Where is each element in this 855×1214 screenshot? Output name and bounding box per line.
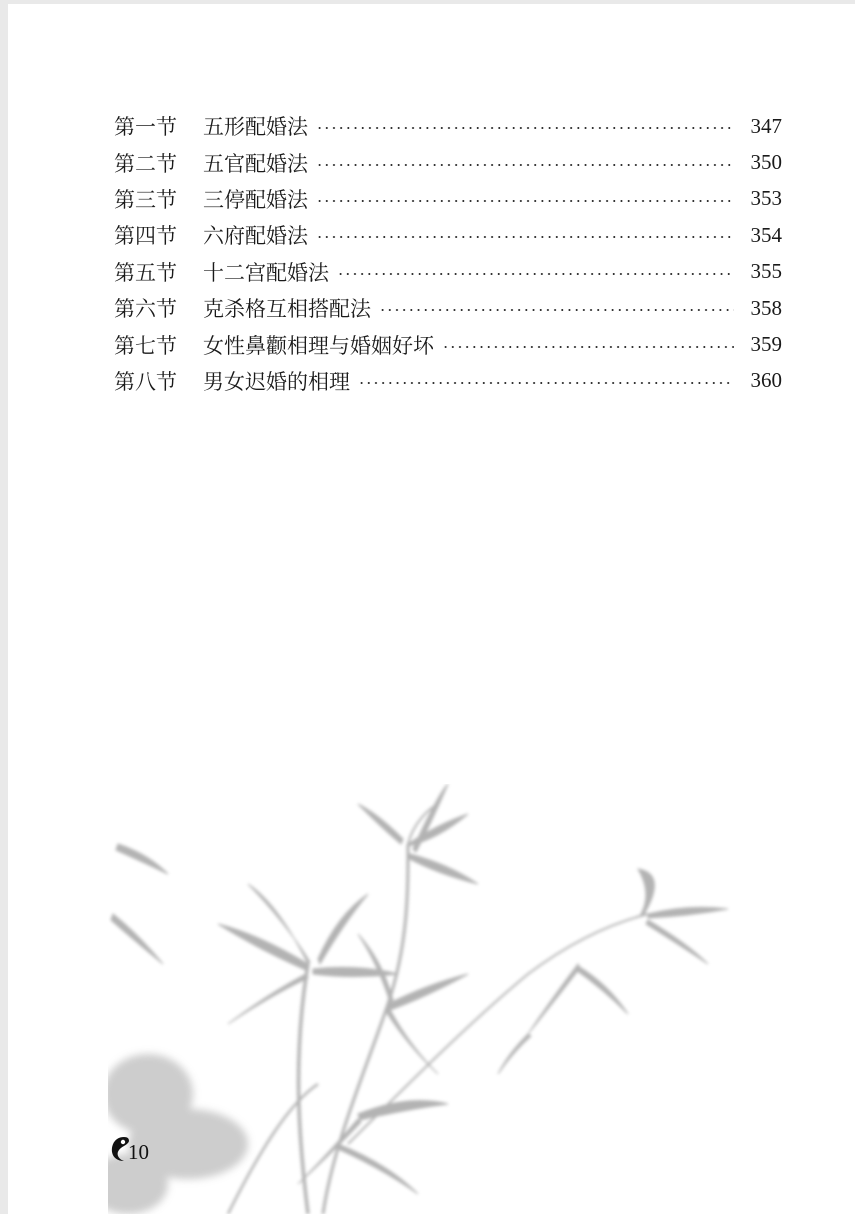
page-number: 358 bbox=[750, 295, 782, 320]
toc-entry[interactable] bbox=[114, 290, 782, 326]
table-of-contents bbox=[114, 108, 782, 399]
page-number: 354 bbox=[750, 222, 782, 247]
folio-page-number: 10 bbox=[128, 1140, 149, 1164]
section-title: 五官配婚法 bbox=[203, 151, 308, 176]
section-title: 六府配婚法 bbox=[203, 224, 308, 249]
dot-leader bbox=[316, 164, 734, 166]
page-number: 360 bbox=[750, 368, 782, 393]
page-number: 353 bbox=[750, 186, 782, 211]
dot-leader bbox=[316, 236, 734, 238]
section-title: 女性鼻颧相理与婚姻好坏 bbox=[203, 333, 434, 358]
page-footer bbox=[110, 1132, 149, 1165]
section-number: 第五节 bbox=[114, 260, 177, 285]
section-number: 第三节 bbox=[114, 187, 177, 212]
toc-entry[interactable] bbox=[114, 363, 782, 399]
section-title: 五形配婚法 bbox=[203, 115, 308, 140]
toc-entry[interactable] bbox=[114, 254, 782, 290]
dot-leader bbox=[337, 273, 734, 275]
book-page bbox=[8, 4, 855, 1214]
toc-entry[interactable] bbox=[114, 181, 782, 217]
dot-leader bbox=[316, 200, 734, 202]
section-number: 第六节 bbox=[114, 297, 177, 322]
toc-entry[interactable] bbox=[114, 217, 782, 253]
dot-leader bbox=[379, 309, 734, 311]
toc-entry[interactable] bbox=[114, 108, 782, 144]
section-number: 第八节 bbox=[114, 369, 177, 394]
dot-leader bbox=[442, 346, 734, 348]
page-number: 350 bbox=[750, 150, 782, 175]
section-title: 十二宫配婚法 bbox=[203, 260, 329, 285]
section-number: 第四节 bbox=[114, 224, 177, 249]
page-number: 347 bbox=[750, 113, 782, 138]
toc-entry[interactable] bbox=[114, 326, 782, 362]
page-number: 359 bbox=[750, 332, 782, 357]
dot-leader bbox=[358, 382, 734, 384]
section-title: 克杀格互相搭配法 bbox=[203, 297, 371, 322]
dot-leader bbox=[316, 127, 734, 129]
section-number: 第一节 bbox=[114, 115, 177, 140]
page-number: 355 bbox=[750, 259, 782, 284]
section-title: 男女迟婚的相理 bbox=[203, 369, 350, 394]
bamboo-illustration bbox=[108, 784, 748, 1214]
toc-entry[interactable] bbox=[114, 144, 782, 180]
section-number: 第七节 bbox=[114, 333, 177, 358]
section-title: 三停配婚法 bbox=[203, 187, 308, 212]
section-number: 第二节 bbox=[114, 151, 177, 176]
